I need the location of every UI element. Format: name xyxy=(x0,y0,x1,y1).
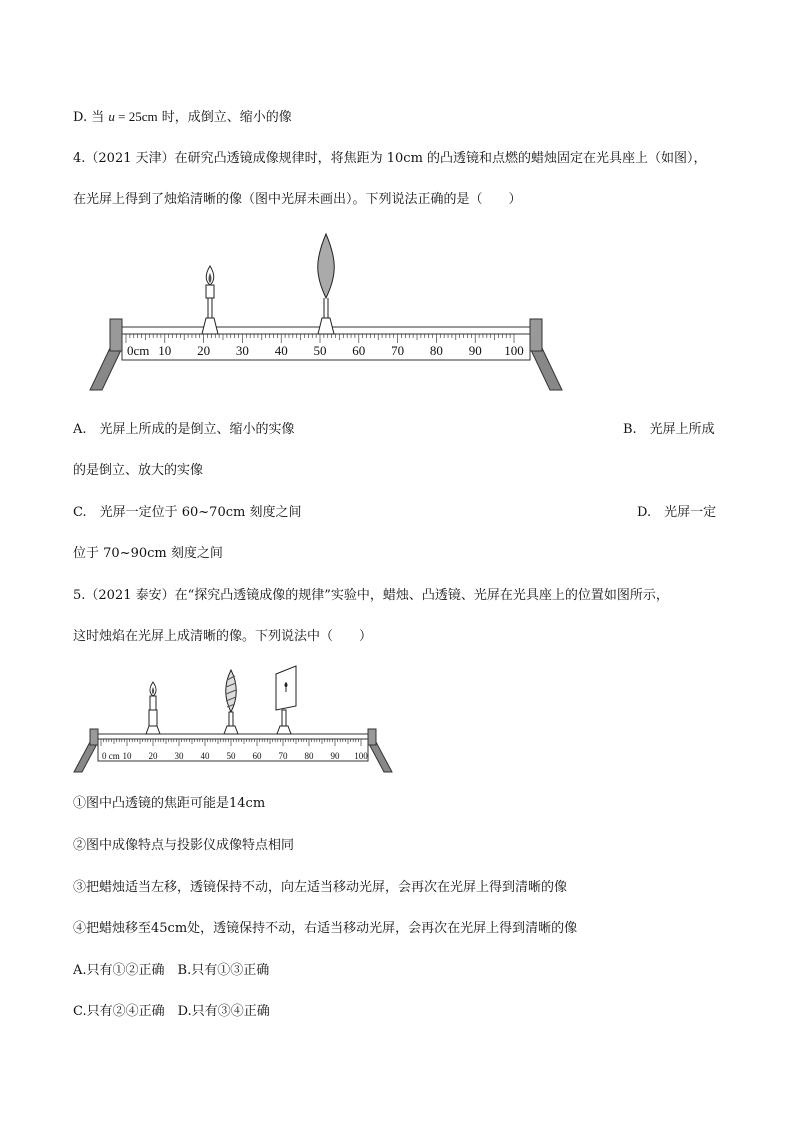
q5-choices-line-1: A.只有①②正确 B.只有①③正确 xyxy=(73,963,270,978)
scale-label: 30 xyxy=(174,751,184,761)
scale-label: 10 xyxy=(122,751,132,761)
scale-label: 80 xyxy=(429,343,443,358)
q4-stem-line-2: 在光屏上得到了烛焰清晰的像（图中光屏未画出）。下列说法正确的是（ ） xyxy=(73,192,522,207)
q5-left-end-block xyxy=(90,729,98,745)
q4-option-d-continued: 位于 70~90cm 刻度之间 xyxy=(73,546,223,561)
q5-choices-line-2: C.只有②④正确 D.只有③④正确 xyxy=(73,1004,270,1019)
q5-optical-bench-figure xyxy=(72,662,396,777)
q3-option-d-equation: = 25cm xyxy=(114,109,158,124)
scale-label: 0 cm xyxy=(102,751,120,761)
q4-option-a: A. 光屏上所成的是倒立、缩小的实像 xyxy=(73,422,295,437)
scale-label: 90 xyxy=(468,343,482,358)
q4-option-d: D. 光屏一定 xyxy=(637,505,717,520)
scale-label: 50 xyxy=(313,343,327,358)
q5-convex-lens xyxy=(224,670,238,734)
q5-stem-line-2: 这时烛焰在光屏上成清晰的像。下列说法中（ ） xyxy=(73,629,373,644)
q5-right-leg xyxy=(368,742,392,772)
q4-convex-lens xyxy=(318,234,335,334)
q4-right-leg xyxy=(530,348,562,390)
scale-label: 60 xyxy=(352,343,366,358)
q5-candle xyxy=(146,682,160,734)
scale-label: 20 xyxy=(197,343,211,358)
q3-option-d-suffix: 时，成倒立、缩小的像 xyxy=(157,110,292,125)
q4-optical-bench-figure xyxy=(88,230,568,395)
q5-statement-2: ②图中成像特点与投影仪成像特点相同 xyxy=(73,838,295,853)
q4-right-end-block xyxy=(530,319,542,351)
scale-label: 70 xyxy=(391,343,405,358)
q4-stem-line-1: 4.（2021 天津）在研究凸透镜成像规律时，将焦距为 10cm 的凸透镜和点燃的蜡烛固定在光具座上（如图）， xyxy=(73,151,707,166)
q5-light-screen xyxy=(276,666,296,734)
q4-option-c: C. 光屏一定位于 60~70cm 刻度之间 xyxy=(73,505,302,520)
q5-statement-4: ④把蜡烛移至45cm处，透镜保持不动，右适当移动光屏，会再次在光屏上得到清晰的像 xyxy=(73,921,578,936)
q4-left-leg xyxy=(90,348,122,390)
q4-option-b: B. 光屏上所成 xyxy=(623,422,715,437)
scale-label: 10 xyxy=(158,343,172,358)
scale-label: 40 xyxy=(200,751,210,761)
q4-option-b-continued: 的是倒立、放大的实像 xyxy=(73,463,204,478)
scale-label: 80 xyxy=(304,751,314,761)
scale-label: 50 xyxy=(226,751,236,761)
q5-left-leg xyxy=(74,742,98,772)
q5-right-end-block xyxy=(368,729,376,745)
scale-label: 60 xyxy=(252,751,262,761)
scale-label: 40 xyxy=(274,343,288,358)
q4-candle xyxy=(202,266,218,334)
q3-option-d-prefix: D. 当 xyxy=(73,110,105,125)
q3-option-d xyxy=(73,108,292,127)
q5-stem-line-1: 5.（2021 泰安）在“探究凸透镜成像的规律”实验中，蜡烛、凸透镜、光屏在光具座上的位置如图所示， xyxy=(73,588,669,603)
scale-label: 100 xyxy=(504,343,524,358)
scale-label: 0cm xyxy=(127,343,150,358)
q5-statement-1: ①图中凸透镜的焦距可能是14cm xyxy=(73,796,266,811)
q3-option-d-variable: u xyxy=(108,109,115,124)
q5-rail xyxy=(98,734,368,739)
scale-label: 100 xyxy=(354,751,368,761)
scale-label: 70 xyxy=(278,751,288,761)
q5-statement-3: ③把蜡烛适当左移，透镜保持不动，向左适当移动光屏，会再次在光屏上得到清晰的像 xyxy=(73,880,568,895)
q4-left-end-block xyxy=(110,319,122,351)
scale-label: 20 xyxy=(148,751,158,761)
scale-label: 30 xyxy=(235,343,249,358)
scale-label: 90 xyxy=(330,751,340,761)
